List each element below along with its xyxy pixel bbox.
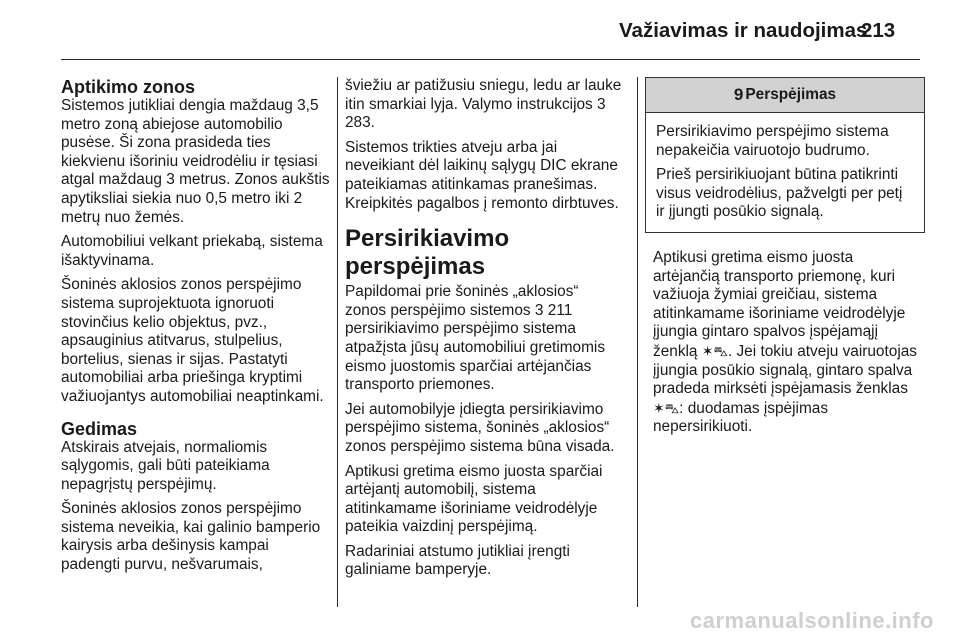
- paragraph: Šoninės aklosios zonos perspėjimo sistema suprojektuota ignoruoti stovinčius kelio objektus, pvz., apsauginius atitvarus, stulpelius, bortelius, sienas ir sijas. Pastatyti automobiliai arba priešinga kryptimi važiuojantys automobiliai neaptinkami.: [61, 276, 324, 405]
- column-2: [345, 77, 623, 586]
- paragraph: šviežiu ar patižusiu sniegu, ledu ar lauke itin smarkiai lyja. Valymo instrukcijos 3 283.: [345, 77, 622, 132]
- paragraph: Radariniai atstumo jutikliai įrengti galiniame bamperyje.: [345, 542, 570, 579]
- heading-lane-change-alert: Persirikiavimo perspėjimas: [345, 225, 510, 281]
- paragraph: Šoninės aklosios zonos perspėjimo sistema neveikia, kai galinio bamperio kairysis arba dešinysis kampai padengti purvu, nešvarumais,: [61, 500, 321, 574]
- warning-text: Prieš persirikiuojant būtina patikrinti visus veidrodėlius, pažvelgti per petį ir įjungti posūkio signalą.: [656, 166, 903, 221]
- page-header: [0, 0, 960, 62]
- header-rule: [61, 59, 920, 60]
- paragraph: Atskirais atvejais, normaliomis sąlygomis, gali būti pateikiama nepagrįstų perspėjimų.: [61, 438, 270, 493]
- column-divider-2: [637, 77, 638, 607]
- blind-spot-indicator-icon: ✶⛍: [653, 399, 680, 416]
- column-1: [61, 77, 331, 581]
- page-ref-icon[interactable]: 3: [597, 95, 606, 113]
- warning-icon: 9: [733, 84, 744, 104]
- warning-text: Persirikiavimo perspėjimo sistema nepakeičia vairuotojo budrumo.: [656, 123, 889, 159]
- page-number: 213: [861, 19, 896, 42]
- paragraph: Sistemos jutikliai dengia maždaug 3,5 metro zoną abiejose automobilio pusėse. Ši zona prasideda ties kiekvienu išoriniu veidrodėliu ir tęsiasi atgal maždaug 3 metrus. Zonos aukštis apytiksliai siekia nuo 0,5 metro iki 2 metrų nuo žemės.: [61, 97, 330, 226]
- warning-box: [645, 77, 925, 233]
- header-title: Važiavimas ir naudojimas: [619, 19, 868, 42]
- paragraph: Aptikusi gretima eismo juosta artėjančią transporto priemonę, kuri važiuoja žymiai greičiau, sistema atitinkamame išoriniame veidrodėlyje įjungia gintaro spalvos įspėjamąjį ženklą ✶⛍. Jei tokiu atveju vairuotojas įjungia posūkio signalą, gintaro spalva pradeda mirksėti įspėjamasis ženklas ✶⛍: duodamas įspėjimas nepersirikiuoti.: [653, 248, 917, 436]
- heading-fault: Gedimas: [61, 418, 138, 439]
- blind-spot-indicator-icon: ✶⛍: [701, 342, 728, 359]
- column-3: [653, 77, 921, 443]
- warning-title: Perspėjimas: [745, 85, 837, 103]
- paragraph: Automobiliui velkant priekabą, sistema išaktyvinama.: [61, 233, 323, 269]
- heading-detection-zones: Aptikimo zonos: [61, 77, 195, 97]
- paragraph: Sistemos trikties atveju arba jai neveikiant dėl laikinų sąlygų DIC ekrane pateikiamas atitinkamas pranešimas. Kreipkitės pagalbos į remonto dirbtuves.: [345, 138, 619, 212]
- warning-body: [646, 113, 924, 232]
- warning-header: [646, 78, 924, 113]
- page-ref-icon[interactable]: 3: [534, 301, 544, 319]
- watermark: carmanualsonline.info: [690, 608, 934, 633]
- paragraph: Jei automobilyje įdiegta persirikiavimo perspėjimo sistema, šoninės „aklosios“ zonos perspėjimo sistema būna visada.: [345, 400, 615, 455]
- paragraph: Papildomai prie šoninės „aklosios“ zonos perspėjimo sistemos 3 211 persirikiavimo perspėjimo sistema atpažįsta jūsų automobiliui gretimomis eismo juostomis sparčiai artėjančias transporto priemones.: [345, 283, 606, 394]
- column-divider-1: [337, 77, 338, 607]
- paragraph: Aptikusi gretima eismo juosta sparčiai artėjantį automobilį, sistema atitinkamame išoriniame veidrodėlyje pateikia vaizdinį perspėjimą.: [345, 462, 603, 536]
